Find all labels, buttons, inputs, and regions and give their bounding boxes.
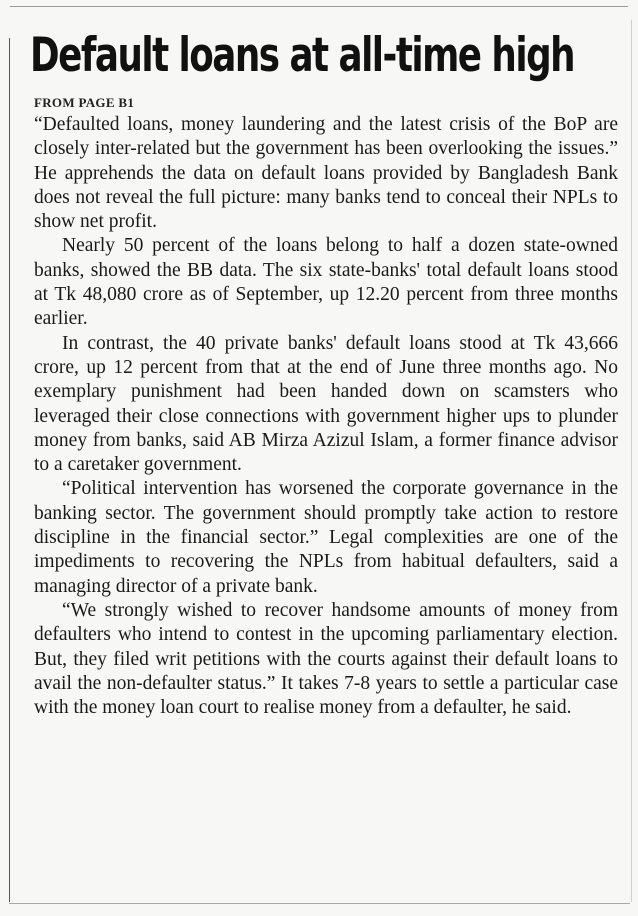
article-paragraph: “Political intervention has worsened the corporate governance in the banking sector. The government should promptly take action to restore discipline in the financial sector.” Legal complexities are one of the impediments to recovering the NPLs from habitual defaulters, said a managing director of a private bank. bbox=[34, 478, 618, 597]
right-edge-rule bbox=[631, 20, 632, 902]
article-paragraph: Nearly 50 percent of the loans belong to half a dozen state-owned banks, showed the BB data. The six state-banks' total default loans stood at Tk 48,080 crore as of September, up 12.20 percent from three months earlier. bbox=[34, 235, 618, 330]
continued-from-label: FROM PAGE B1 bbox=[34, 95, 135, 110]
article-paragraph: “We strongly wished to recover handsome amounts of money from defaulters who intend to contest in the upcoming parliamentary election. But, they filed writ petitions with the courts against their default loans to avail the non-defaulter status.” It takes 7-8 years to settle a particular case with the money loan court to realise money from a defaulter, he said. bbox=[34, 599, 618, 719]
article-paragraph: In contrast, the 40 private banks' default loans stood at Tk 43,666 crore, up 12 percent from that at the end of June three months ago. No exemplary punishment had been handed down on scamsters who leveraged their close connections with government higher ups to plunder money from banks, said AB Mirza Azizul Islam, a former finance advisor to a caretaker government. bbox=[34, 332, 618, 476]
top-rule bbox=[10, 6, 628, 7]
headline: Default loans at all-time high bbox=[30, 28, 575, 83]
left-column-rule bbox=[9, 38, 10, 902]
bottom-rule bbox=[9, 903, 630, 904]
article-body bbox=[34, 113, 618, 720]
article-paragraph: “Defaulted loans, money laundering and the latest crisis of the BoP are closely inter-related but the government has been overlooking the issues.” He apprehends the data on default loans provided by Bangladesh Bank does not reveal the full picture: many banks tend to conceal their NPLs to show net profit. bbox=[34, 114, 618, 233]
